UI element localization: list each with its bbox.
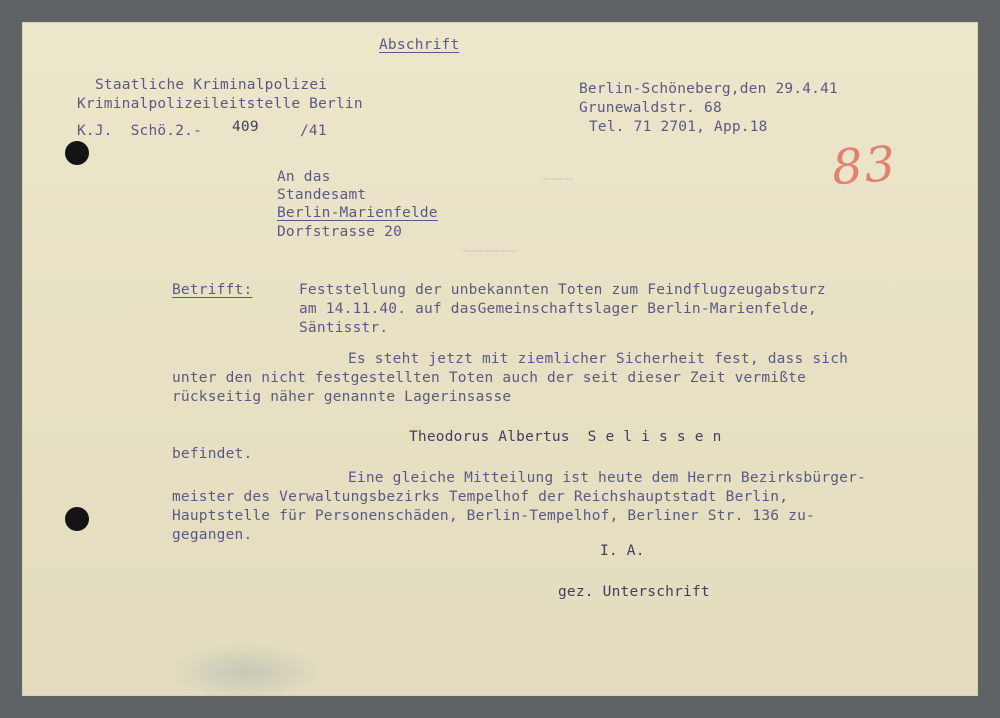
ink-smudge — [170, 642, 320, 696]
body-paragraph-1-end: befindet. — [172, 446, 253, 462]
body-paragraph-2-line-4: gegangen. — [172, 527, 253, 543]
body-paragraph-2-line-3: Hauptstelle für Personenschäden, Berlin-Tempelhof, Berliner Str. 136 zu- — [172, 508, 815, 524]
punch-hole-bottom — [65, 507, 89, 531]
show-through-mark: ~~~~~~~ — [462, 244, 517, 259]
sender-line-2: Kriminalpolizeileitstelle Berlin — [77, 96, 363, 112]
body-paragraph-1-line-3: rückseitig näher genannte Lagerinsasse — [172, 389, 512, 405]
reference-number: 409 — [232, 119, 259, 135]
recipient-line-4: Dorfstrasse 20 — [277, 224, 403, 240]
place-date-line-1: Berlin-Schöneberg,den 29.4.41 — [579, 81, 838, 97]
reference-year: /41 — [300, 123, 327, 139]
page-number-stamp: 83 — [830, 135, 899, 197]
recipient-line-2: Standesamt — [277, 187, 367, 203]
punch-hole-top — [65, 141, 89, 165]
subject-line-3: Säntisstr. — [299, 320, 389, 336]
body-paragraph-2-line-1: Eine gleiche Mitteilung ist heute dem Herrn Bezirksbürger- — [348, 470, 866, 486]
document-page — [22, 22, 978, 696]
body-paragraph-1-line-1: Es steht jetzt mit ziemlicher Sicherheit fest, dass sich — [348, 351, 849, 367]
reference-prefix: K.J. Schö.2.- — [77, 123, 203, 139]
document-heading: Abschrift — [379, 37, 460, 53]
person-name: Theodorus Albertus S e l i s s e n — [409, 429, 722, 445]
sender-line-1: Staatliche Kriminalpolizei — [95, 77, 328, 93]
place-date-line-3: Tel. 71 2701, App.18 — [589, 119, 768, 135]
subject-line-2: am 14.11.40. auf dasGemeinschaftslager Berlin-Marienfelde, — [299, 301, 817, 317]
subject-line-1: Feststellung der unbekannten Toten zum Feindflugzeugabsturz — [299, 282, 826, 298]
closing-ia: I. A. — [600, 543, 645, 559]
body-paragraph-1-line-2: unter den nicht festgestellten Toten auch der seit dieser Zeit vermißte — [172, 370, 807, 386]
body-paragraph-2-line-2: meister des Verwaltungsbezirks Tempelhof der Reichshauptstadt Berlin, — [172, 489, 789, 505]
subject-label: Betrifft: — [172, 282, 253, 298]
recipient-line-3: Berlin-Marienfelde — [277, 205, 438, 221]
recipient-line-1: An das — [277, 169, 331, 185]
place-date-line-2: Grunewaldstr. 68 — [579, 100, 722, 116]
closing-signature: gez. Unterschrift — [558, 584, 710, 600]
show-through-mark: ~~~~ — [542, 172, 574, 187]
